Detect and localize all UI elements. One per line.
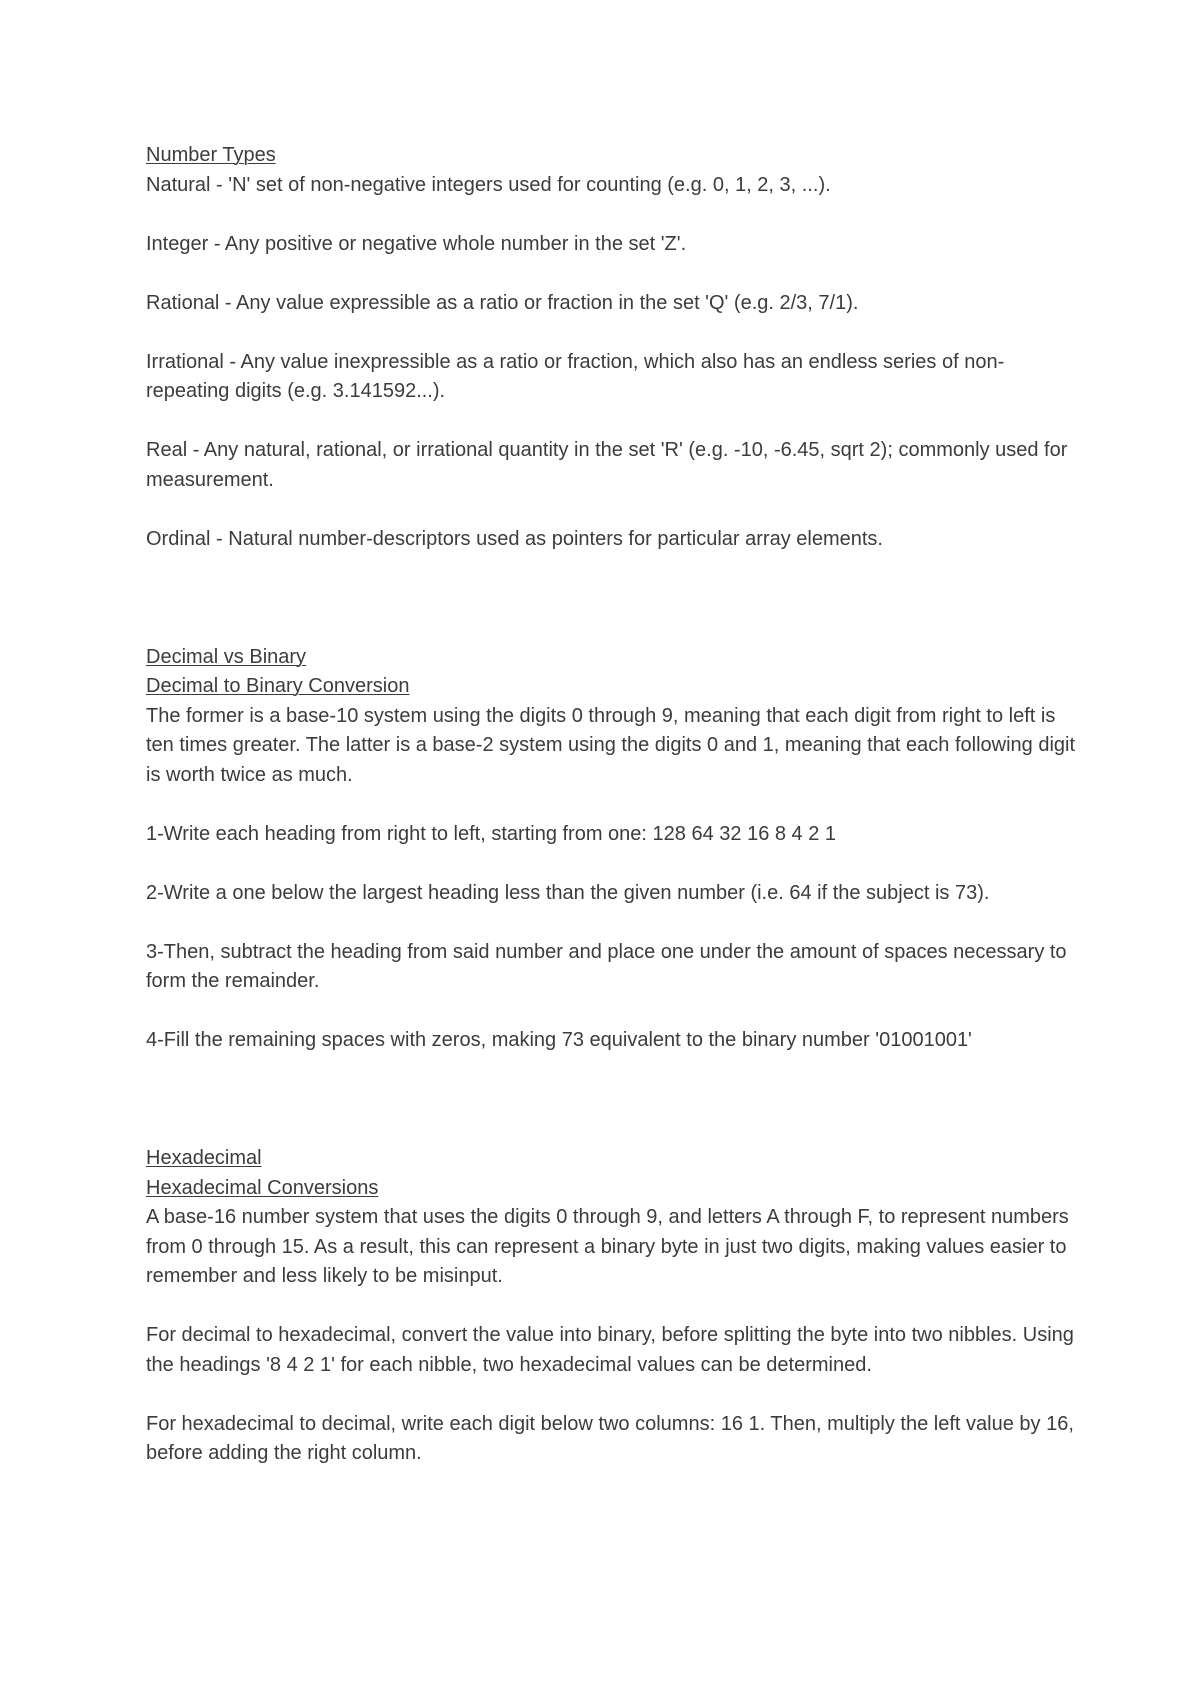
paragraph-ordinal: Ordinal - Natural number-descriptors used as pointers for particular array elements.: [146, 527, 883, 550]
section-subheading: Decimal to Binary Conversion: [146, 675, 410, 697]
section-hexadecimal: [146, 1144, 1076, 1469]
document-page: [146, 141, 1076, 1469]
section-heading: Decimal vs Binary: [146, 645, 307, 668]
section-heading: Hexadecimal: [146, 1147, 262, 1169]
paragraph-integer: Integer - Any positive or negative whole number in the set 'Z'.: [146, 232, 687, 255]
paragraph-intro: The former is a base-10 system using the digits 0 through 9, meaning that each digit from right to left is ten times greater. The latter is a base-2 system using the digits 0 and 1, meaning that each following digit is worth twice as much.: [146, 704, 1076, 786]
paragraph-step-4: 4-Fill the remaining spaces with zeros, making 73 equivalent to the binary number '01001001': [146, 1029, 972, 1051]
paragraph-hex-to-decimal: For hexadecimal to decimal, write each digit below two columns: 16 1. Then, multiply the left value by 16, before adding the right column.: [146, 1412, 1074, 1464]
section-heading: Number Types: [146, 144, 276, 166]
paragraph-rational: Rational - Any value expressible as a ratio or fraction in the set 'Q' (e.g. 2/3, 7/1).: [146, 291, 859, 314]
paragraph-intro: A base-16 number system that uses the digits 0 through 9, and letters A through F, to represent numbers from 0 through 15. As a result, this can represent a binary byte in just two digits, making values easier to remember and less likely to be misinput.: [146, 1206, 1069, 1287]
section-subheading: Hexadecimal Conversions: [146, 1176, 379, 1199]
paragraph-step-2: 2-Write a one below the largest heading less than the given number (i.e. 64 if the subject is 73).: [146, 881, 990, 904]
paragraph-real: Real - Any natural, rational, or irrational quantity in the set 'R' (e.g. -10, -6.45, sqrt 2); commonly used for measurement.: [146, 439, 1068, 491]
section-decimal-vs-binary: [146, 643, 1076, 1056]
paragraph-irrational: Irrational - Any value inexpressible as a ratio or fraction, which also has an endless series of non-repeating digits (e.g. 3.141592...).: [146, 350, 1005, 402]
paragraph-step-1: 1-Write each heading from right to left, starting from one: 128 64 32 16 8 4 2 1: [146, 822, 837, 845]
paragraph-natural: Natural - 'N' set of non-negative integers used for counting (e.g. 0, 1, 2, 3, ...).: [146, 173, 831, 196]
paragraph-decimal-to-hex: For decimal to hexadecimal, convert the value into binary, before splitting the byte into two nibbles. Using the headings '8 4 2 1' for each nibble, two hexadecimal values can be determined.: [146, 1324, 1074, 1376]
paragraph-step-3: 3-Then, subtract the heading from said number and place one under the amount of spaces necessary to form the remainder.: [146, 940, 1067, 992]
section-number-types: [146, 141, 1076, 554]
